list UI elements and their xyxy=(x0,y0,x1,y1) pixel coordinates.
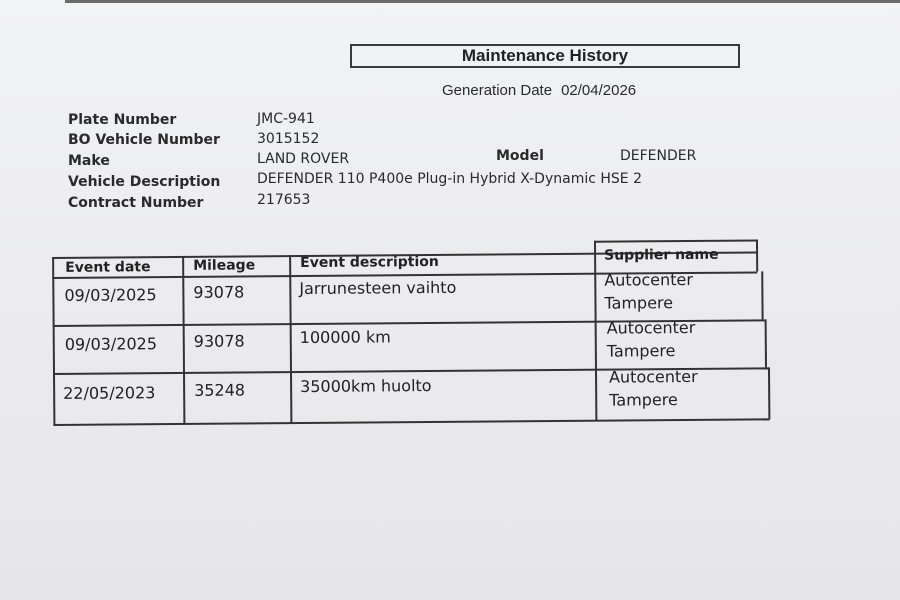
column-header-event-date: Event date xyxy=(65,259,151,276)
cell-event-date: 09/03/2025 xyxy=(64,285,157,305)
model-label: Model xyxy=(496,148,544,164)
bo-vehicle-number-label: BO Vehicle Number xyxy=(68,132,220,148)
vehicle-description-value: DEFENDER 110 P400e Plug-in Hybrid X-Dynamic HSE 2 xyxy=(257,171,642,187)
title-box xyxy=(350,44,740,68)
plate-number-label: Plate Number xyxy=(68,112,177,128)
cell-event-date: 22/05/2023 xyxy=(63,383,156,403)
column-divider xyxy=(182,256,185,424)
cell-supplier-line1: Autocenter xyxy=(604,269,693,290)
cell-event-description: 35000km huolto xyxy=(300,376,432,397)
plate-number-value: JMC-941 xyxy=(257,111,315,127)
cell-supplier-line1: Autocenter xyxy=(606,317,696,338)
cell-supplier-line2: Tampere xyxy=(604,293,674,313)
cell-mileage: 93078 xyxy=(193,282,245,302)
make-value: LAND ROVER xyxy=(257,151,350,167)
make-label: Make xyxy=(68,153,110,169)
table-bottom-border xyxy=(53,418,769,425)
column-divider xyxy=(768,367,770,419)
supplier-header-top-border xyxy=(594,239,758,242)
cell-supplier-line2: Tampere xyxy=(606,341,676,361)
cell-mileage: 35248 xyxy=(194,380,246,400)
column-header-event-description: Event description xyxy=(300,253,439,272)
column-header-mileage: Mileage xyxy=(193,257,256,274)
page-top-rule xyxy=(65,0,900,3)
contract-number-label: Contract Number xyxy=(68,195,204,211)
column-divider xyxy=(756,239,758,271)
generation-date-label: Generation Date xyxy=(442,82,553,99)
vehicle-description-label: Vehicle Description xyxy=(68,174,221,190)
bo-vehicle-number-value: 3015152 xyxy=(257,131,320,147)
cell-event-description: Jarrunesteen vaihto xyxy=(299,277,457,299)
cell-supplier-line2: Tampere xyxy=(609,390,678,410)
column-divider xyxy=(761,271,763,319)
generation-date-value: 02/04/2026 xyxy=(561,82,637,99)
cell-mileage: 93078 xyxy=(193,331,245,351)
cell-event-date: 09/03/2025 xyxy=(64,334,158,354)
document-title: Maintenance History xyxy=(461,46,629,65)
cell-supplier-line1: Autocenter xyxy=(608,366,698,387)
maintenance-table xyxy=(52,239,769,427)
cell-event-description: 100000 km xyxy=(299,327,391,348)
column-divider xyxy=(52,257,55,425)
contract-number-value: 217653 xyxy=(257,192,311,208)
column-header-supplier-name: Supplier name xyxy=(604,246,719,264)
column-divider xyxy=(594,241,597,421)
column-divider xyxy=(289,255,292,423)
model-value: DEFENDER xyxy=(620,148,697,164)
column-divider xyxy=(765,319,767,367)
generation-date-line xyxy=(442,82,636,99)
